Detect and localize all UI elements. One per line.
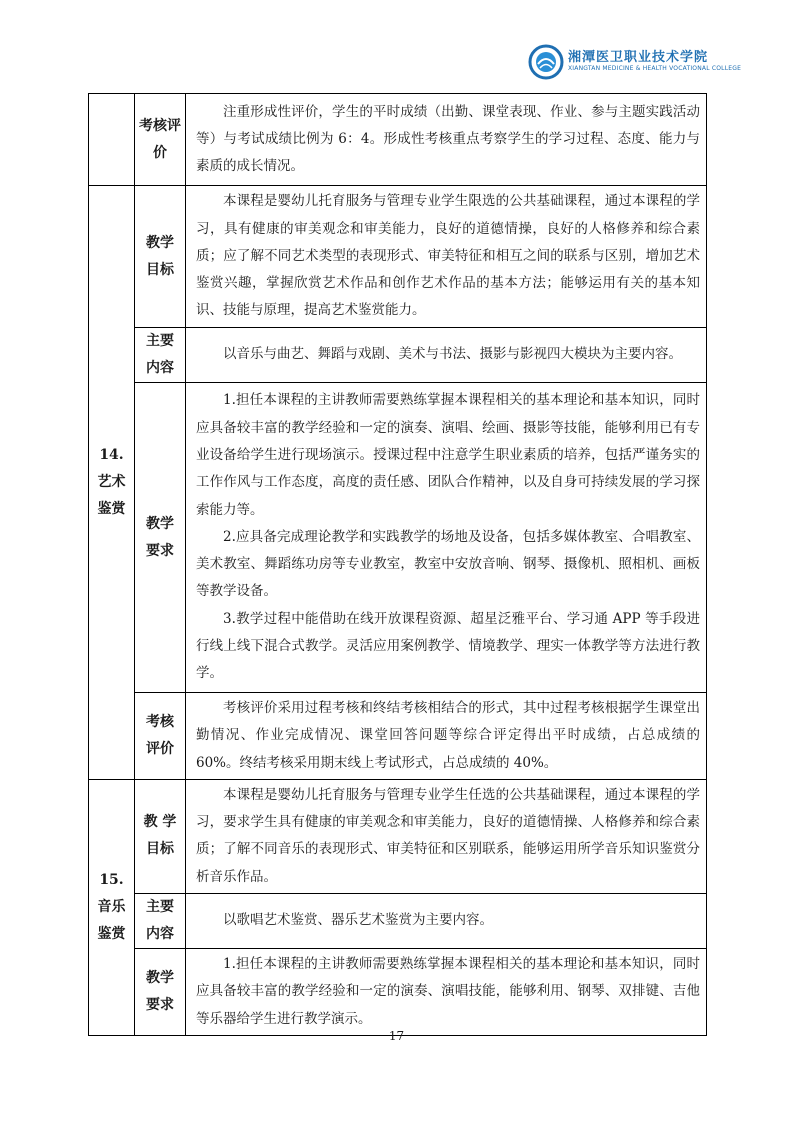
table-row: [89, 328, 707, 383]
row-label-goal: 教学目标: [135, 186, 186, 328]
row-content-eval: 考核评价采用过程考核和终结考核相结合的形式，其中过程考核根据学生课堂出勤情况、作业完成情况、课堂回答问题等综合评定得出平时成绩，占总成绩的 60%。终结考核采用期末线上考试形式，占总成绩的 40%。: [186, 693, 707, 780]
row-content-req: 1.担任本课程的主讲教师需要熟练掌握本课程相关的基本理论和基本知识，同时应具备较丰富的教学经验和一定的演奏、演唱、绘画、摄影等技能，能够利用已有专业设备给学生进行现场演示。授课过程中注意学生职业素质的培养，包括严谨务实的工作作风与工作态度，高度的责任感、团队合作精神，以及自身可持续发展的学习探索能力等。 2.应具备完成理论教学和实践教学的场地及设备，包括多媒体教室、合唱教室、美术教室、舞蹈练功房等专业教室，教室中安放音响、钢琴、摄像机、照相机、画板等教学设备。 3.教学过程中能借助在线开放课程资源、超星泛雅平台、学习通 APP 等手段进行线上线下混合式教学。灵活应用案例教学、情境教学、理实一体教学等方法进行教学。: [186, 383, 707, 693]
college-name-en: XIANGTAN MEDICINE & HEALTH VOCATIONAL COLLEGE: [568, 65, 742, 72]
row-content-main: 以音乐与曲艺、舞蹈与戏剧、美术与书法、摄影与影视四大模块为主要内容。: [186, 328, 707, 383]
page-number: 17: [388, 1029, 405, 1043]
row-label-req: 教学要求: [135, 949, 186, 1036]
row-content-goal: 本课程是婴幼儿托育服务与管理专业学生任选的公共基础课程，通过本课程的学习，要求学生具有健康的审美观念和审美能力，良好的道德情操、人格修养和综合素质；了解不同音乐的表现形式、审美特征和区别联系，能够运用所学音乐知识鉴赏分析音乐作品。: [186, 779, 707, 893]
section-cell-continued: [89, 94, 135, 186]
table-row: [89, 949, 707, 1036]
table-row: [89, 779, 707, 893]
row-content-main: 以歌唱艺术鉴赏、器乐艺术鉴赏为主要内容。: [186, 894, 707, 949]
row-label-req: 教学要求: [135, 383, 186, 693]
college-name: 湘潭医卫职业技术学院: [568, 50, 709, 65]
row-content-eval: 注重形成性评价，学生的平时成绩（出勤、课堂表现、作业、参与主题实践活动等）与考试成绩比例为 6：4。形成性考核重点考察学生的学习过程、态度、能力与素质的成长情况。: [186, 94, 707, 186]
row-label-goal: 教 学目标: [135, 779, 186, 893]
table-row: [89, 693, 707, 780]
row-label-content: 主要内容: [135, 328, 186, 383]
college-logo: [528, 44, 742, 84]
course-table: [88, 93, 707, 1036]
table-row: [89, 894, 707, 949]
table-row: [89, 383, 707, 693]
table-row: [89, 94, 707, 186]
college-emblem-icon: [528, 44, 564, 80]
section-title-15: 15. 音乐鉴赏: [89, 779, 135, 1035]
row-label-eval: 考核评价: [135, 693, 186, 780]
section-title-14: 14. 艺术鉴赏: [89, 186, 135, 780]
row-content-req: 1.担任本课程的主讲教师需要熟练掌握本课程相关的基本理论和基本知识，同时应具备较丰富的教学经验和一定的演奏、演唱技能，能够利用、钢琴、双排键、吉他等乐器给学生进行教学演示。: [186, 949, 707, 1036]
row-label-content: 主要内容: [135, 894, 186, 949]
table-row: [89, 186, 707, 328]
row-content-goal: 本课程是婴幼儿托育服务与管理专业学生限选的公共基础课程，通过本课程的学习，具有健康的审美观念和审美能力，良好的道德情操，良好的人格修养和综合素质；应了解不同艺术类型的表现形式、审美特征和相互之间的联系与区别，增加艺术鉴赏兴趣，掌握欣赏艺术作品和创作艺术作品的基本方法；能够运用有关的基本知识、技能与原理，提高艺术鉴赏能力。: [186, 186, 707, 328]
row-label-eval: 考核评价: [135, 94, 186, 186]
